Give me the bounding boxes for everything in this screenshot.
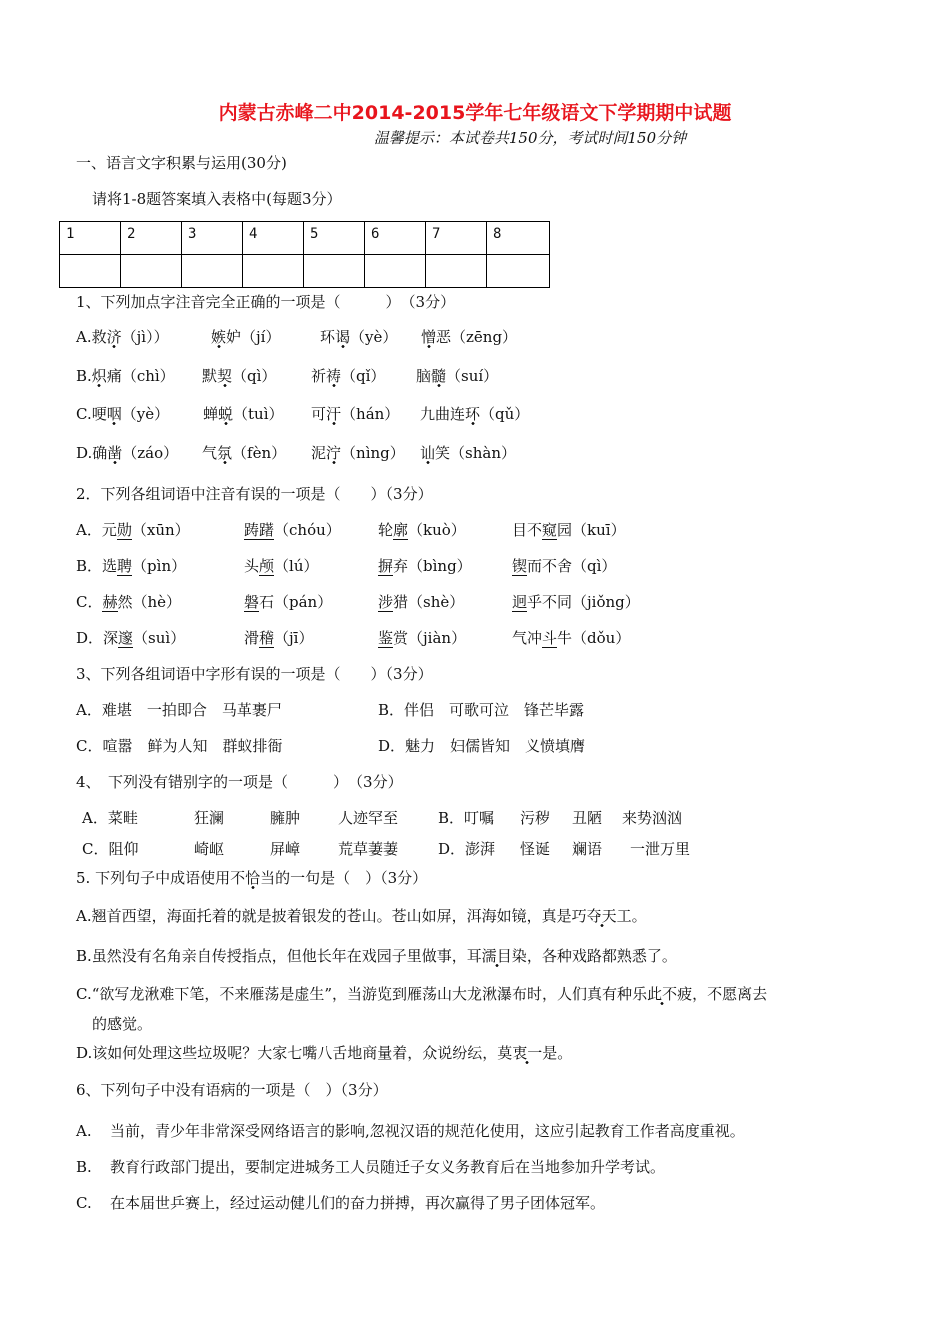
dotted-text: 乐此不疲 — [632, 985, 692, 1006]
text: （záo） — [122, 444, 179, 462]
q4-word: 荒草萋萋 — [338, 840, 399, 858]
text: （nìng） — [341, 444, 405, 462]
answer-cell-header: 6 — [365, 222, 426, 255]
text: A．元 — [76, 521, 117, 539]
exam-subtitle: 温馨提示：本试卷共150分，考试时间150分钟 — [373, 129, 687, 147]
text: 环 — [320, 328, 336, 346]
text: 乎不同（jiǒng） — [527, 593, 640, 611]
text: D．深 — [76, 629, 119, 647]
answer-cell-header: 2 — [121, 222, 182, 255]
answer-cell-header: 8 — [487, 222, 550, 255]
q4-word: D．澎湃 — [438, 840, 496, 858]
text: 赏（jiàn） — [393, 629, 467, 647]
q1-option-b — [76, 366, 499, 386]
underlined-char: 颅 — [259, 557, 275, 575]
underlined-char: 勋 — [116, 521, 132, 539]
text: 弃（bìng） — [393, 557, 472, 575]
q3-option-d: D．魅力 妇儒皆知 义愤填膺 — [378, 737, 586, 755]
text: 目不 — [512, 521, 543, 539]
q1-option-c — [76, 404, 530, 424]
text: D.该如何处理这些垃圾呢？大家七嘴八舌地商量着，众说纷纭， — [76, 1044, 498, 1062]
underlined-char: 摒 — [378, 557, 394, 575]
underlined-char: 鉴 — [378, 629, 394, 647]
q2-option-c — [76, 592, 640, 612]
dotted-text: 莫衷一是 — [497, 1044, 557, 1065]
text: 气冲 — [512, 629, 543, 647]
text: D.确 — [76, 444, 108, 462]
text: 痛（chì） — [106, 367, 175, 385]
answer-cell-blank[interactable] — [243, 255, 304, 288]
answer-cell-blank[interactable] — [121, 255, 182, 288]
q4-word: 怪诞 — [520, 840, 551, 858]
text: 然（hè） — [117, 593, 182, 611]
text: B．选 — [76, 557, 118, 575]
dotted-char: 氛 — [217, 444, 232, 465]
text: 头 — [244, 557, 260, 575]
dotted-char: 济 — [107, 328, 122, 349]
dotted-text: 巧夺天工 — [572, 907, 632, 928]
q4-word: 狂澜 — [194, 809, 225, 827]
text: （xūn） — [131, 521, 190, 539]
dotted-char: 讪 — [420, 444, 435, 465]
text: 。 — [557, 1044, 573, 1062]
dotted-char: 憎 — [421, 328, 436, 349]
text: 脑 — [416, 367, 432, 385]
q6-option-b-label: B. — [76, 1158, 92, 1176]
answer-cell-blank[interactable] — [60, 255, 121, 288]
text: B.虽然没有名角亲自传授指点，但他长年在戏园子里做事， — [76, 947, 467, 965]
q4-row-1 — [82, 808, 722, 828]
text: 默 — [202, 367, 218, 385]
dotted-char: 炽 — [92, 367, 107, 388]
text: （lú） — [274, 557, 319, 575]
text: 气 — [202, 444, 218, 462]
answer-cell-header: 7 — [426, 222, 487, 255]
text: （kuò） — [408, 521, 466, 539]
text: 的一句是（ ）（3分） — [275, 869, 428, 887]
text: （yè） — [121, 405, 170, 423]
underlined-char: 锲 — [512, 557, 528, 575]
q2-stem: 2．下列各组词语中注音有误的一项是（ ）（3分） — [76, 485, 433, 503]
q4-word: C．阻仰 — [82, 840, 139, 858]
q4-word: 斓语 — [572, 840, 603, 858]
q6-option-c-label: C. — [76, 1194, 92, 1212]
q2-option-b — [76, 556, 617, 576]
q2-option-a — [76, 520, 626, 540]
underlined-char: 迥 — [512, 593, 528, 611]
answer-table-blank-row — [60, 255, 550, 288]
text: （pìn） — [132, 557, 187, 575]
dotted-char: 环 — [465, 405, 480, 426]
text: A.救 — [76, 328, 107, 346]
q4-word: 来势汹汹 — [622, 809, 683, 827]
q1-option-d — [76, 443, 516, 463]
q5-stem — [76, 868, 427, 888]
underlined-char: 稽 — [259, 629, 275, 647]
answer-cell-blank[interactable] — [304, 255, 365, 288]
q6-option-a: 当前，青少年非常深受网络语言的影响,忽视汉语的规范化使用，这应引起教育工作者高度重视。 — [110, 1122, 745, 1140]
answer-cell-blank[interactable] — [365, 255, 426, 288]
text: （yè） — [350, 328, 398, 346]
text: （suí） — [446, 367, 499, 385]
answer-table — [59, 221, 550, 288]
q5-option-a — [76, 906, 647, 926]
underlined-char: 聘 — [117, 557, 133, 575]
answer-table-header-row — [60, 222, 550, 255]
dotted-char: 泞 — [326, 444, 341, 465]
text: C.哽 — [76, 405, 107, 423]
text: （qǐ） — [341, 367, 386, 385]
q4-word: 人迹罕至 — [338, 809, 399, 827]
text: 牛（dǒu） — [557, 629, 631, 647]
text: 石（pán） — [259, 593, 333, 611]
q4-word: 臃肿 — [270, 809, 301, 827]
q5-option-c-cont: 的感觉。 — [92, 1015, 153, 1033]
q1-stem: 1、下列加点字注音完全正确的一项是（ ） （3分） — [76, 293, 456, 311]
q1-option-a — [76, 327, 518, 347]
underlined-char: 踌躇 — [244, 521, 275, 539]
text: 猎（shè） — [393, 593, 465, 611]
underlined-char: 廓 — [393, 521, 409, 539]
text: 滑 — [244, 629, 260, 647]
q4-word: 屏嶂 — [270, 840, 301, 858]
text: 而不舍（qì） — [527, 557, 617, 575]
text: （qì） — [232, 367, 277, 385]
section-heading: 一、语言文字积累与运用(30分) — [76, 154, 287, 172]
answer-cell-header: 1 — [60, 222, 121, 255]
text: 蝉 — [203, 405, 219, 423]
dotted-char: 汗 — [326, 405, 341, 426]
text: 祈 — [311, 367, 327, 385]
text: （qǔ） — [480, 405, 530, 423]
underlined-char: 窥 — [542, 521, 558, 539]
text: B. — [76, 367, 92, 385]
text: 可 — [311, 405, 327, 423]
q6-option-c: 在本届世乒赛上，经过运动健儿们的奋力拼搏，再次赢得了男子团体冠军。 — [110, 1194, 606, 1212]
q2-option-d — [76, 628, 631, 648]
answer-cell-header: 5 — [304, 222, 365, 255]
q6-option-b: 教育行政部门提出，要制定进城务工人员随迁子女义务教育后在当地参加升学考试。 — [110, 1158, 666, 1176]
q6-option-a-label: A. — [76, 1122, 92, 1140]
q4-word: 崎岖 — [194, 840, 225, 858]
text: （jì）） — [121, 328, 169, 346]
text: 妒（jí） — [226, 328, 281, 346]
answer-cell-header: 4 — [243, 222, 304, 255]
dotted-char: 契 — [217, 367, 232, 388]
dotted-char: 髓 — [431, 367, 446, 388]
text: 轮 — [378, 521, 394, 539]
text: C.“欲写龙湫难下笔，不来雁荡是虚生”，当游览到雁荡山大龙湫瀑布时，人们真有种 — [76, 985, 633, 1003]
dotted-char: 咽 — [107, 405, 122, 426]
q3-option-c: C．喧嚣 鲜为人知 群蚁排衙 — [76, 737, 283, 755]
dotted-char: 嫉 — [211, 328, 226, 349]
q5-option-b — [76, 946, 677, 966]
text: A.翘首西望，海面托着的就是披着银发的苍山。苍山如屏，洱海如镜，真是 — [76, 907, 572, 925]
q4-word: 一泄万里 — [630, 840, 691, 858]
q4-word: 丑陋 — [572, 809, 603, 827]
text: 恶（zēng） — [436, 328, 518, 346]
text: （fèn） — [232, 444, 287, 462]
dotted-char: 凿 — [107, 444, 122, 465]
underlined-char: 邃 — [118, 629, 134, 647]
q4-stem: 4、 下列没有错别字的一项是（ ） （3分） — [76, 773, 403, 791]
text: ，各种戏路都熟悉了。 — [526, 947, 677, 965]
answer-cell-header: 3 — [182, 222, 243, 255]
q4-word: 污秽 — [520, 809, 551, 827]
text: C． — [76, 593, 103, 611]
text: 。 — [631, 907, 647, 925]
q3-option-b: B．伴侣 可歌可泣 锋芒毕露 — [378, 701, 585, 719]
dotted-text: 耳濡目染 — [467, 947, 527, 968]
underlined-char: 斗 — [542, 629, 558, 647]
q5-option-c — [76, 984, 767, 1004]
text: 5. 下列句子中成语使用 — [76, 869, 231, 887]
exam-title: 内蒙古赤峰二中2014-2015学年七年级语文下学期期中试题 — [218, 102, 732, 124]
text: （hán） — [341, 405, 400, 423]
answer-cell-blank[interactable] — [182, 255, 243, 288]
underlined-char: 磐 — [244, 593, 260, 611]
text: （suì） — [133, 629, 186, 647]
text: （tuì） — [233, 405, 284, 423]
table-instruction: 请将1-8题答案填入表格中(每题3分） — [92, 190, 342, 208]
q4-row-2 — [82, 839, 722, 859]
text: （chóu） — [274, 521, 341, 539]
q6-stem: 6、下列句子中没有语病的一项是（ ）（3分） — [76, 1081, 388, 1099]
underlined-char: 赫 — [102, 593, 118, 611]
text: 笑（shàn） — [435, 444, 516, 462]
q5-option-d — [76, 1043, 572, 1063]
text: 九曲连 — [420, 405, 466, 423]
q4-word: B．叮嘱 — [438, 809, 495, 827]
dotted-text: 不恰当 — [230, 869, 275, 890]
q3-option-a: A．难堪 一拍即合 马革裹尸 — [76, 701, 282, 719]
text: 泥 — [311, 444, 327, 462]
answer-cell-blank[interactable] — [487, 255, 550, 288]
q4-word: A．菜畦 — [82, 809, 138, 827]
dotted-char: 谒 — [335, 328, 350, 349]
q3-stem: 3、下列各组词语中字形有误的一项是（ ）（3分） — [76, 665, 433, 683]
dotted-char: 蜕 — [218, 405, 233, 426]
text: 园（kuī） — [557, 521, 626, 539]
underlined-char: 涉 — [378, 593, 394, 611]
dotted-char: 祷 — [326, 367, 341, 388]
text: （jī） — [274, 629, 314, 647]
answer-cell-blank[interactable] — [426, 255, 487, 288]
text: ，不愿离去 — [692, 985, 768, 1003]
